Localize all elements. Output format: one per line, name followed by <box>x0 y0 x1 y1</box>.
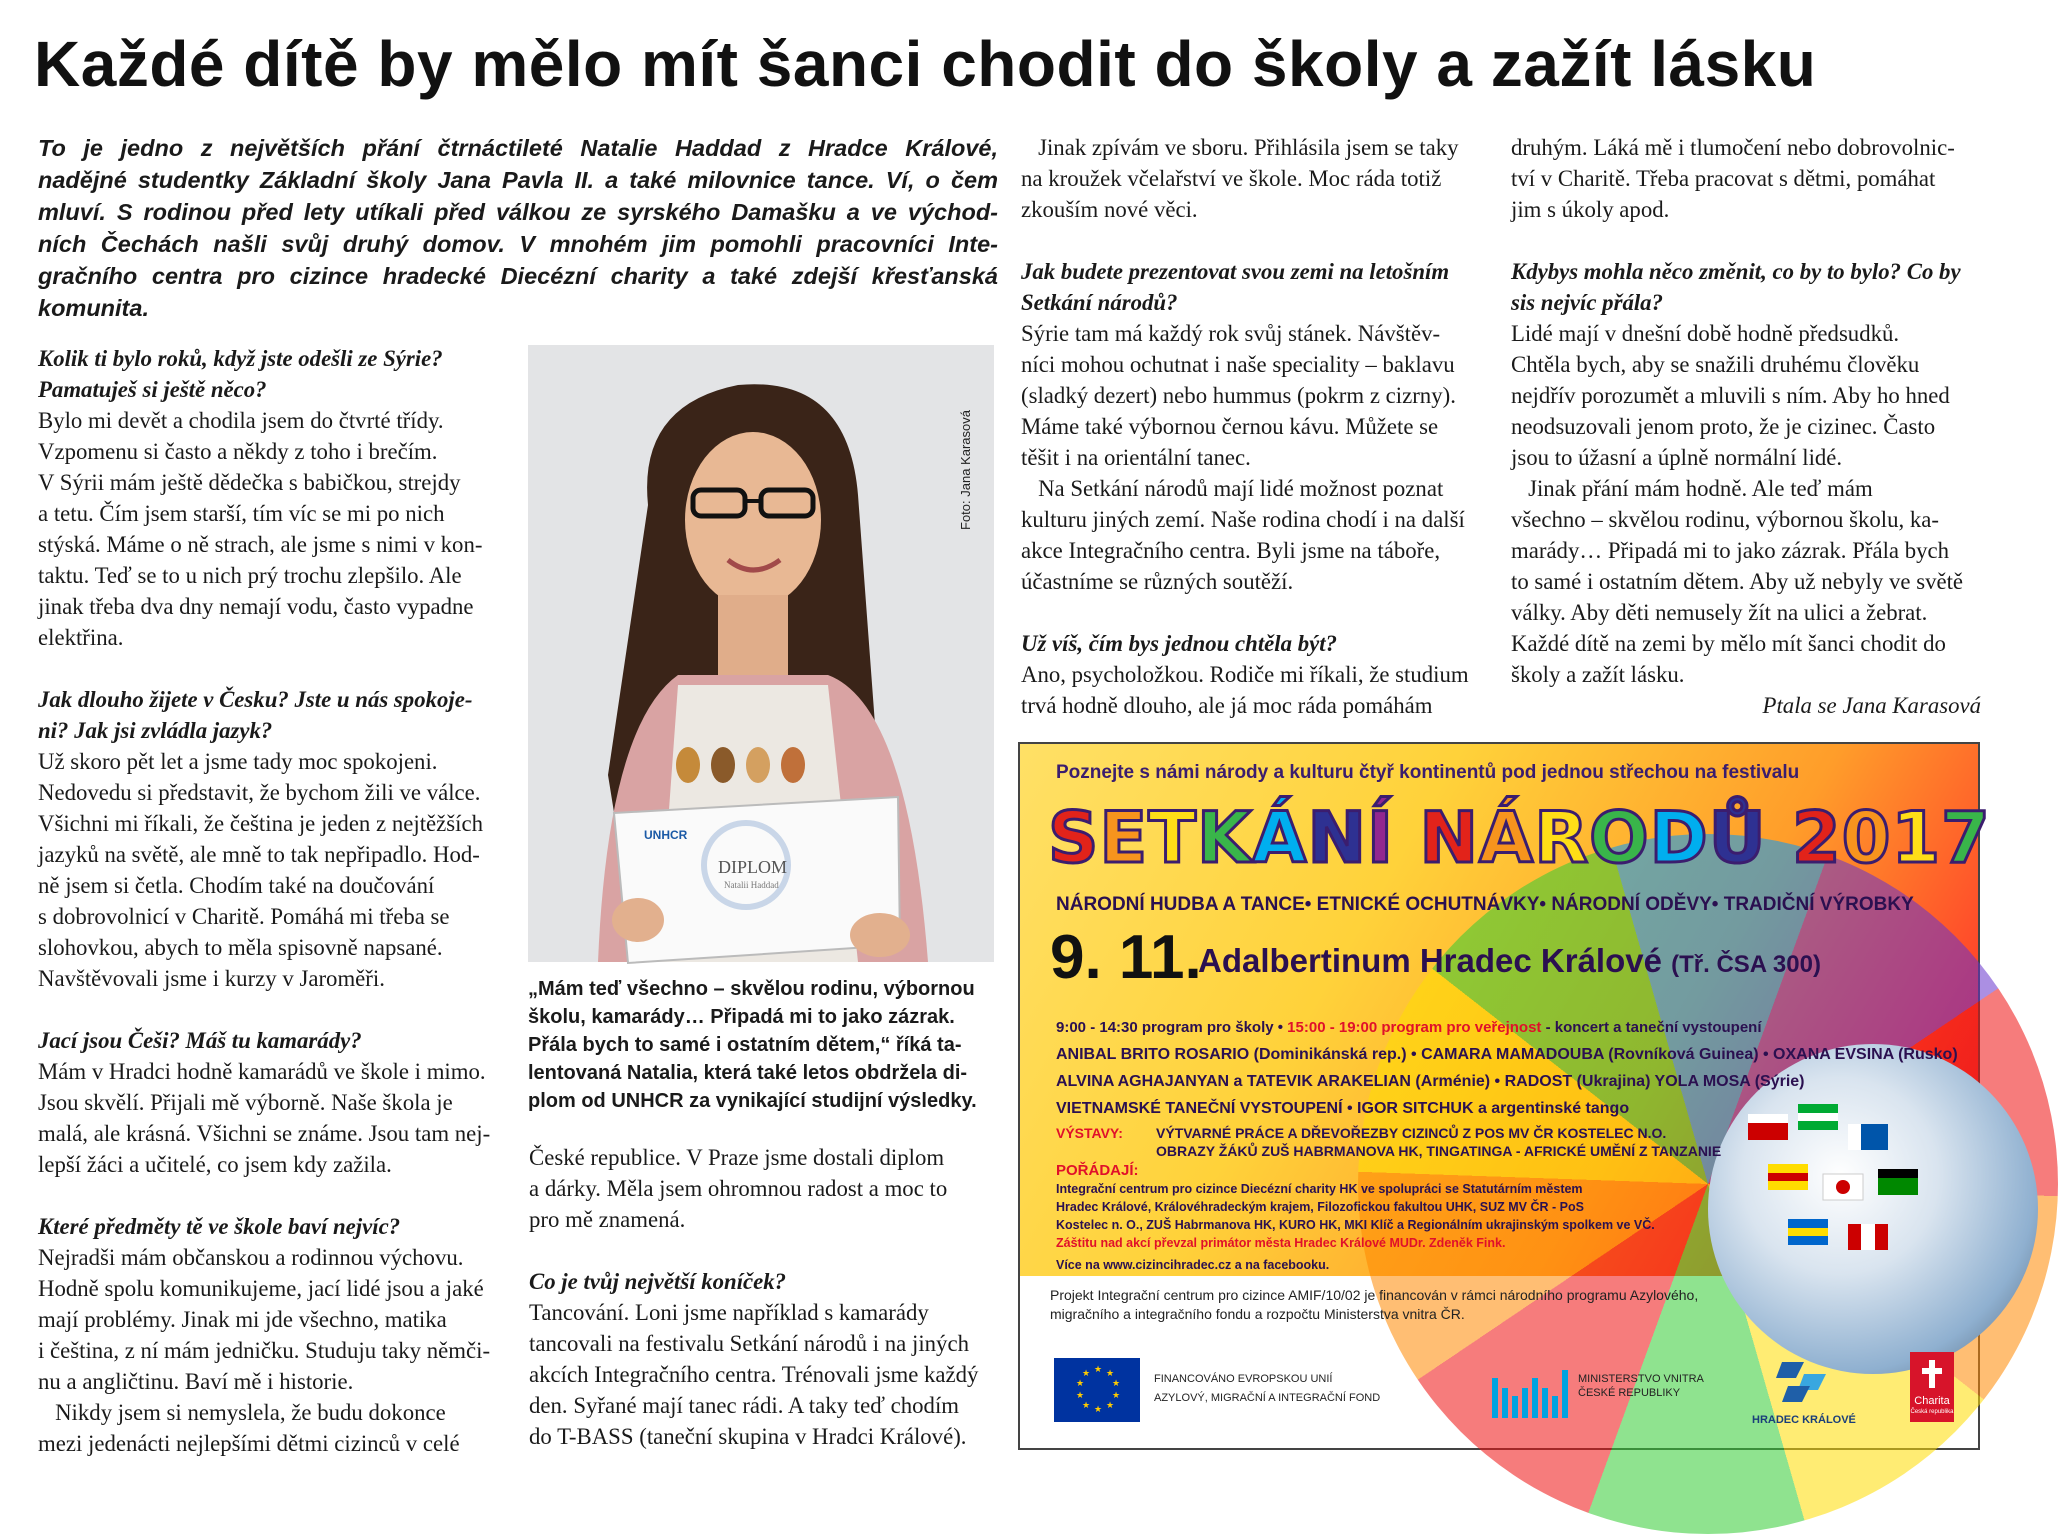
ministry-line-2: ČESKÉ REPUBLIKY <box>1578 1387 1681 1399</box>
ad-performers-3: VIETNAMSKÉ TANEČNÍ VYSTOUPENÍ • IGOR SITCHUK a argentinské tango <box>1056 1100 1630 1117</box>
organizers-2: Hradec Králové, Královéhradeckým krajem, Filozofickou fakultou UHK, SUZ MV ČR - PoS <box>1056 1200 1584 1214</box>
sponsor-logos <box>1050 1352 1954 1442</box>
answer-line: slohovkou, abych to měla spisovně napsané. <box>38 935 443 960</box>
answer-line: akce Integračního centra. Byli jsme na táboře, <box>1021 538 1441 563</box>
answer-line: Mám v Hradci hodně kamarádů ve škole i mimo. <box>38 1059 486 1084</box>
charita-cross-icon <box>1922 1360 1942 1388</box>
lead-line: ních Čechách našli svůj druhý domov. V mnohém jim pomohli pracovníci Inte- <box>38 231 998 257</box>
ad-date: 9. 11. <box>1050 923 1202 992</box>
paragraph-gap <box>38 1180 498 1211</box>
svg-text:★: ★ <box>1094 1405 1103 1415</box>
svg-text:★: ★ <box>1076 1379 1085 1389</box>
ministry-logo-text <box>1578 1372 1704 1400</box>
paragraph-gap <box>1021 225 1481 256</box>
headline-letter: O <box>1589 797 1650 879</box>
answer-line: školy a zažít lásku. <box>1511 662 1685 687</box>
answer-line: nu a angličtinu. Baví mě i historie. <box>38 1369 354 1394</box>
headline-letter: S <box>1048 797 1100 879</box>
headline-letter: E <box>1099 797 1149 879</box>
charita-logo <box>1910 1352 1954 1422</box>
answer-line: zkouším nové věci. <box>1021 197 1198 222</box>
program-concert: - koncert a taneční vystoupení <box>1541 1019 1762 1036</box>
headline-letter: N <box>1419 797 1480 879</box>
ministry-logo-icon <box>1490 1358 1576 1422</box>
eu-flag-icon <box>1054 1358 1140 1422</box>
interview-question: sis nejvíc přála? <box>1511 290 1663 315</box>
answer-line: Nikdy jsem si nemyslela, že budu dokonce <box>38 1400 446 1425</box>
svg-text:★: ★ <box>1106 1369 1115 1379</box>
answer-line: Máme také výbornou černou kávu. Můžete se <box>1021 414 1439 439</box>
answer-line: trvá hodně dlouho, ale já moc ráda pomáhám <box>1021 693 1433 718</box>
answer-line: mají problémy. Jinak mi jde všechno, matika <box>38 1307 447 1332</box>
lead-line: gračního centra pro cizince hradecké Diecézní charity a také zdejší křesťanská <box>38 263 998 289</box>
answer-line: níci mohou ochutnat i naše speciality – baklavu <box>1021 352 1455 377</box>
ad-program <box>1056 1014 1958 1122</box>
eu-line-1: FINANCOVÁNO EVROPSKOU UNIÍ <box>1154 1373 1333 1385</box>
answer-line: i čeština, z ní mám jedničku. Studuju taky němči- <box>38 1338 491 1363</box>
ad-program-times <box>1056 1014 1958 1041</box>
answer-line: akcích Integračního centra. Trénovali jsme každý <box>529 1362 979 1387</box>
headline-letter: Ů <box>1708 797 1767 879</box>
girl-with-diploma-illustration <box>528 345 994 962</box>
answer-line: jim s úkoly apod. <box>1511 197 1670 222</box>
answer-line: jazyků na světě, ale mně to tak nepřipadlo. Hod- <box>38 842 480 867</box>
paragraph-gap <box>1511 225 1981 256</box>
paragraph-gap <box>1021 597 1481 628</box>
paragraph-gap <box>38 653 498 684</box>
interview-question: Které předměty tě ve škole baví nejvíc? <box>38 1214 401 1239</box>
answer-line: Každé dítě na zemi by mělo mít šanci chodit do <box>1511 631 1946 656</box>
caption-line: Přála bych to samé i ostatním dětem,“ říká ta- <box>528 1034 962 1056</box>
answer-line: kulturu jiných zemí. Naše rodina chodí i na další <box>1021 507 1465 532</box>
ad-footnote <box>1050 1286 1950 1324</box>
headline-letter: N <box>1307 797 1368 879</box>
diploma-name: Natalii Haddad <box>724 880 779 890</box>
answer-line: V Sýrii mám ještě dědečka s babičkou, strejdy <box>38 470 461 495</box>
interview-question: Jak dlouho žijete v Česku? Jste u nás spokoje- <box>38 687 473 712</box>
interview-question: Kdybys mohla něco změnit, co by to bylo? Co by <box>1511 259 1961 284</box>
organizers-1: Integrační centrum pro cizince Diecézní charity HK ve spolupráci se Statutárním městem <box>1056 1182 1583 1196</box>
answer-line: Jsou skvělí. Přijali mě výborně. Naše škola je <box>38 1090 453 1115</box>
answer-line: Ano, psycholožkou. Rodiče mi říkali, že studium <box>1021 662 1469 687</box>
answer-line: Jinak přání mám hodně. Ale teď mám <box>1511 476 1873 501</box>
answer-line: jinak třeba dva dny nemají vodu, často vypadne <box>38 594 474 619</box>
svg-text:★: ★ <box>1082 1369 1091 1379</box>
photo-caption <box>528 975 994 1115</box>
answer-line: účastníme se různých soutěží. <box>1021 569 1294 594</box>
svg-text:★: ★ <box>1106 1401 1115 1411</box>
answer-line: taktu. Teď se to u nich prý trochu zlepšilo. Ale <box>38 563 462 588</box>
answer-line: do T-BASS (taneční skupina v Hradci Králové). <box>529 1424 967 1449</box>
headline-letter <box>1394 797 1419 879</box>
ad-poster <box>1020 744 1991 1276</box>
interview-question: Kolik ti bylo roků, když jste odešli ze Sýrie? <box>38 346 443 371</box>
answer-line: České republice. V Praze jsme dostali diplom <box>529 1145 945 1170</box>
interview-question: ni? Jak jsi zvládla jazyk? <box>38 718 273 743</box>
answer-line: stýská. Máme o ně strach, ale jsme s nimi v kon- <box>38 532 483 557</box>
answer-line: Lidé mají v dnešní době hodně předsudků. <box>1511 321 1900 346</box>
answer-line: to samé i ostatním dětem. Aby už nebyly ve světě <box>1511 569 1964 594</box>
answer-line: lepší žáci a učitelé, co jsem kdy zažila. <box>38 1152 392 1177</box>
program-public: 15:00 - 19:00 program pro veřejnost <box>1283 1019 1542 1036</box>
exhibitions-label: VÝSTAVY: <box>1056 1125 1123 1141</box>
answer-line: (sladký dezert) nebo hummus (pokrm z cizrny). <box>1021 383 1456 408</box>
column-4 <box>1511 132 1981 721</box>
answer-line: Jinak zpívám ve sboru. Přihlásila jsem se taky <box>1021 135 1459 160</box>
headline-letter: Í <box>1367 797 1395 879</box>
answer-line: Nejradši mám občanskou a rodinnou výchovu. <box>38 1245 464 1270</box>
diploma-title: DIPLOM <box>718 857 788 877</box>
answer-line: elektřina. <box>38 625 124 650</box>
patronage: Záštitu nad akcí převzal primátor města Hradec Králové MUDr. Zdeněk Fink. <box>1056 1236 1506 1250</box>
headline-letter: Á <box>1252 797 1308 879</box>
lead-line: komunita. <box>38 295 149 321</box>
article-lead <box>38 132 998 324</box>
answer-line: a tetu. Čím jsem starší, tím víc se mi po nich <box>38 501 445 526</box>
answer-line: tancovali na festivalu Setkání národů i na jiných <box>529 1331 969 1356</box>
ad-performers-2: ALVINA AGHAJANYAN a TATEVIK ARAKELIAN (Arménie) • RADOST (Ukrajina) YOLA MOSA (Sýrie) <box>1056 1073 1805 1090</box>
answer-line: Chtěla bych, aby se snažili druhému člověku <box>1511 352 1920 377</box>
answer-line: všechno – skvělou rodinu, výbornou školu, ka- <box>1511 507 1940 532</box>
answer-line: pro mě znamená. <box>529 1207 686 1232</box>
answer-line: den. Syřané mají tanec rádi. A taky teď chodím <box>529 1393 960 1418</box>
headline-letter: Á <box>1479 797 1535 879</box>
hradec-kralove-logo-text: HRADEC KRÁLOVÉ <box>1752 1414 1856 1426</box>
answer-line: Už skoro pět let a jsme tady moc spokojeni. <box>38 749 438 774</box>
ad-exhibitions <box>1056 1124 1721 1274</box>
headline-letter <box>1767 797 1792 879</box>
footnote-line-2: migračního a integračního fondu a rozpočtu Ministerstva vnitra ČR. <box>1050 1306 1465 1322</box>
paragraph-gap <box>529 1235 989 1266</box>
answer-line: Na Setkání národů mají lidé možnost poznat <box>1021 476 1444 501</box>
ad-performers-1: ANIBAL BRITO ROSARIO (Dominikánská rep.) • CAMARA MAMADOUBA (Rovníková Guinea) • OXANA EVSINA (Rusko) <box>1056 1046 1958 1063</box>
diploma-org: UNHCR <box>644 828 688 842</box>
ad-headline <box>1048 796 1991 880</box>
ad-subtitle: NÁRODNÍ HUDBA A TANCE• ETNICKÉ OCHUTNÁVKY• NÁRODNÍ ODĚVY• TRADIČNÍ VÝROBKY <box>1056 894 1914 915</box>
answer-line: Sýrie tam má každý rok svůj stánek. Návštěv- <box>1021 321 1441 346</box>
ad-place <box>1198 942 1821 980</box>
svg-text:★: ★ <box>1112 1379 1121 1389</box>
answer-line: na kroužek včelařství ve škole. Moc ráda totiž <box>1021 166 1442 191</box>
interview-question: Setkání národů? <box>1021 290 1178 315</box>
footnote-line-1: Projekt Integrační centrum pro cizince AMIF/10/02 je financován v rámci národního programu Azylového, <box>1050 1287 1699 1303</box>
answer-line: těšit i na orientální tanec. <box>1021 445 1251 470</box>
svg-text:★: ★ <box>1082 1401 1091 1411</box>
answer-line: druhým. Láká mě i tlumočení nebo dobrovolnic- <box>1511 135 1955 160</box>
headline-letter: 0 <box>1841 797 1892 879</box>
interview-question: Jak budete prezentovat svou zemi na letošním <box>1021 259 1450 284</box>
answer-line: jsou to úžasní a úplně normální lidé. <box>1511 445 1843 470</box>
answer-line: Vzpomenu si často a někdy z toho i brečím. <box>38 439 438 464</box>
exhibition-1: VÝTVARNÉ PRÁCE A DŘEVOŘEZBY CIZINCŮ Z POS MV ČR KOSTELEC N.O. <box>1156 1125 1667 1141</box>
lead-line: nadějné studentky Základní školy Jana Pavla II. a také milovnice tance. Ví, o čem <box>38 167 998 193</box>
answer-line: s dobrovolnicí v Charitě. Pomáhá mi třeba se <box>38 904 450 929</box>
headline-letter: R <box>1534 797 1590 879</box>
article-photo <box>528 345 994 962</box>
organizers-label: POŘÁDAJÍ: <box>1056 1162 1139 1179</box>
festival-advertisement <box>1018 742 1991 1450</box>
interview-question: Co je tvůj největší koníček? <box>529 1269 787 1294</box>
caption-line: školu, kamarády… Připadá mi to jako zázrak. <box>528 1006 955 1028</box>
answer-line: nejdřív porozumět a mluvili s ním. Aby ho hned <box>1511 383 1950 408</box>
ministry-line-1: MINISTERSTVO VNITRA <box>1578 1373 1704 1385</box>
answer-line: Bylo mi devět a chodila jsem do čtvrté třídy. <box>38 408 444 433</box>
svg-text:★: ★ <box>1094 1365 1103 1375</box>
eu-logo-text <box>1154 1370 1380 1408</box>
lead-line: mluví. S rodinou před lety utíkali před válkou ze syrského Damašku a ve východ- <box>38 199 998 225</box>
hradec-kralove-logo-icon <box>1774 1356 1834 1406</box>
headline-letter: 1 <box>1891 797 1942 879</box>
caption-line: plom od UNHCR za vynikající studijní výsledky. <box>528 1090 977 1112</box>
answer-line: malá, ale krásná. Všichni se známe. Jsou tam nej- <box>38 1121 491 1146</box>
author-signature: Ptala se Jana Karasová <box>1762 693 1981 718</box>
charita-line-2: Česká republika <box>1910 1409 1954 1415</box>
caption-line: lentovaná Natalia, která také letos obdržela di- <box>528 1062 968 1084</box>
article-title: Každé dítě by mělo mít šanci chodit do školy a zažít lásku <box>34 28 1817 100</box>
answer-line: Hodně spolu komunikujeme, jací lidé jsou a jaké <box>38 1276 484 1301</box>
photo-credit: Foto: Jana Karasová <box>958 410 973 530</box>
paragraph-gap <box>38 994 498 1025</box>
headline-letter: 7 <box>1941 797 1991 879</box>
answer-line: tví v Charitě. Třeba pracovat s dětmi, pomáhat <box>1511 166 1936 191</box>
answer-line: ně jsem si četla. Chodím také na doučování <box>38 873 435 898</box>
interview-question: Už víš, čím bys jednou chtěla být? <box>1021 631 1337 656</box>
charita-line-1: Charita <box>1914 1395 1950 1407</box>
answer-line: Všichni mi říkali, že čeština je jeden z nejtěžších <box>38 811 483 836</box>
answer-line: marády… Připadá mi to jako zázrak. Přála bych <box>1511 538 1950 563</box>
answer-line: Nedovedu si představit, že bychom žili ve válce. <box>38 780 481 805</box>
column-1 <box>38 343 498 1459</box>
headline-letter: T <box>1148 797 1197 879</box>
headline-letter: 2 <box>1791 797 1842 879</box>
answer-line: a dárky. Měla jsem ohromnou radost a moc to <box>529 1176 948 1201</box>
ad-place-note: (Tř. ČSA 300) <box>1671 951 1821 978</box>
lead-line: To je jedno z největších přání čtrnáctileté Natalie Haddad z Hradce Králové, <box>38 135 998 161</box>
ad-web-link: Více na www.cizincihradec.cz a na facebooku. <box>1056 1258 1330 1272</box>
ad-exhibitions-1 <box>1056 1124 1721 1142</box>
program-schools: 9:00 - 14:30 program pro školy • <box>1056 1019 1283 1036</box>
ad-place-name: Adalbertinum Hradec Králové <box>1198 942 1662 979</box>
ad-intro: Poznejte s námi národy a kulturu čtyř kontinentů pod jednou střechou na festivalu <box>1056 762 1800 783</box>
caption-line: „Mám teď všechno – skvělou rodinu, výbornou <box>528 978 975 1000</box>
organizers-3: Kostelec n. O., ZUŠ Habrmanova HK, KURO HK, MKI Klíč a Regionálním ukrajinským spolkem ve VČ. <box>1056 1218 1655 1232</box>
answer-line: neodsuzovali jenom proto, že je cizinec. Často <box>1511 414 1936 439</box>
eu-line-2: AZYLOVÝ, MIGRAČNÍ A INTEGRAČNÍ FOND <box>1154 1392 1381 1404</box>
exhibition-2: OBRAZY ŽÁKŮ ZUŠ HABRMANOVA HK, TINGATINGA - AFRICKÉ UMĚNÍ Z TANZANIE <box>1156 1143 1722 1159</box>
answer-line: mezi jedenácti nejlepšími dětmi cizinců v celé <box>38 1431 460 1456</box>
answer-line: války. Aby děti nemusely žít na ulici a žebrat. <box>1511 600 1928 625</box>
column-3 <box>1021 132 1481 721</box>
interview-question: Jací jsou Češi? Máš tu kamarády? <box>38 1028 362 1053</box>
answer-line: Navštěvovali jsme i kurzy v Jaroměři. <box>38 966 385 991</box>
headline-letter: D <box>1649 797 1709 879</box>
svg-text:★: ★ <box>1112 1391 1121 1401</box>
interview-question: Pamatuješ si ještě něco? <box>38 377 267 402</box>
answer-line: Tancování. Loni jsme například s kamarády <box>529 1300 929 1325</box>
column-2 <box>529 1142 989 1452</box>
svg-text:★: ★ <box>1076 1391 1085 1401</box>
headline-letter: K <box>1197 797 1253 879</box>
